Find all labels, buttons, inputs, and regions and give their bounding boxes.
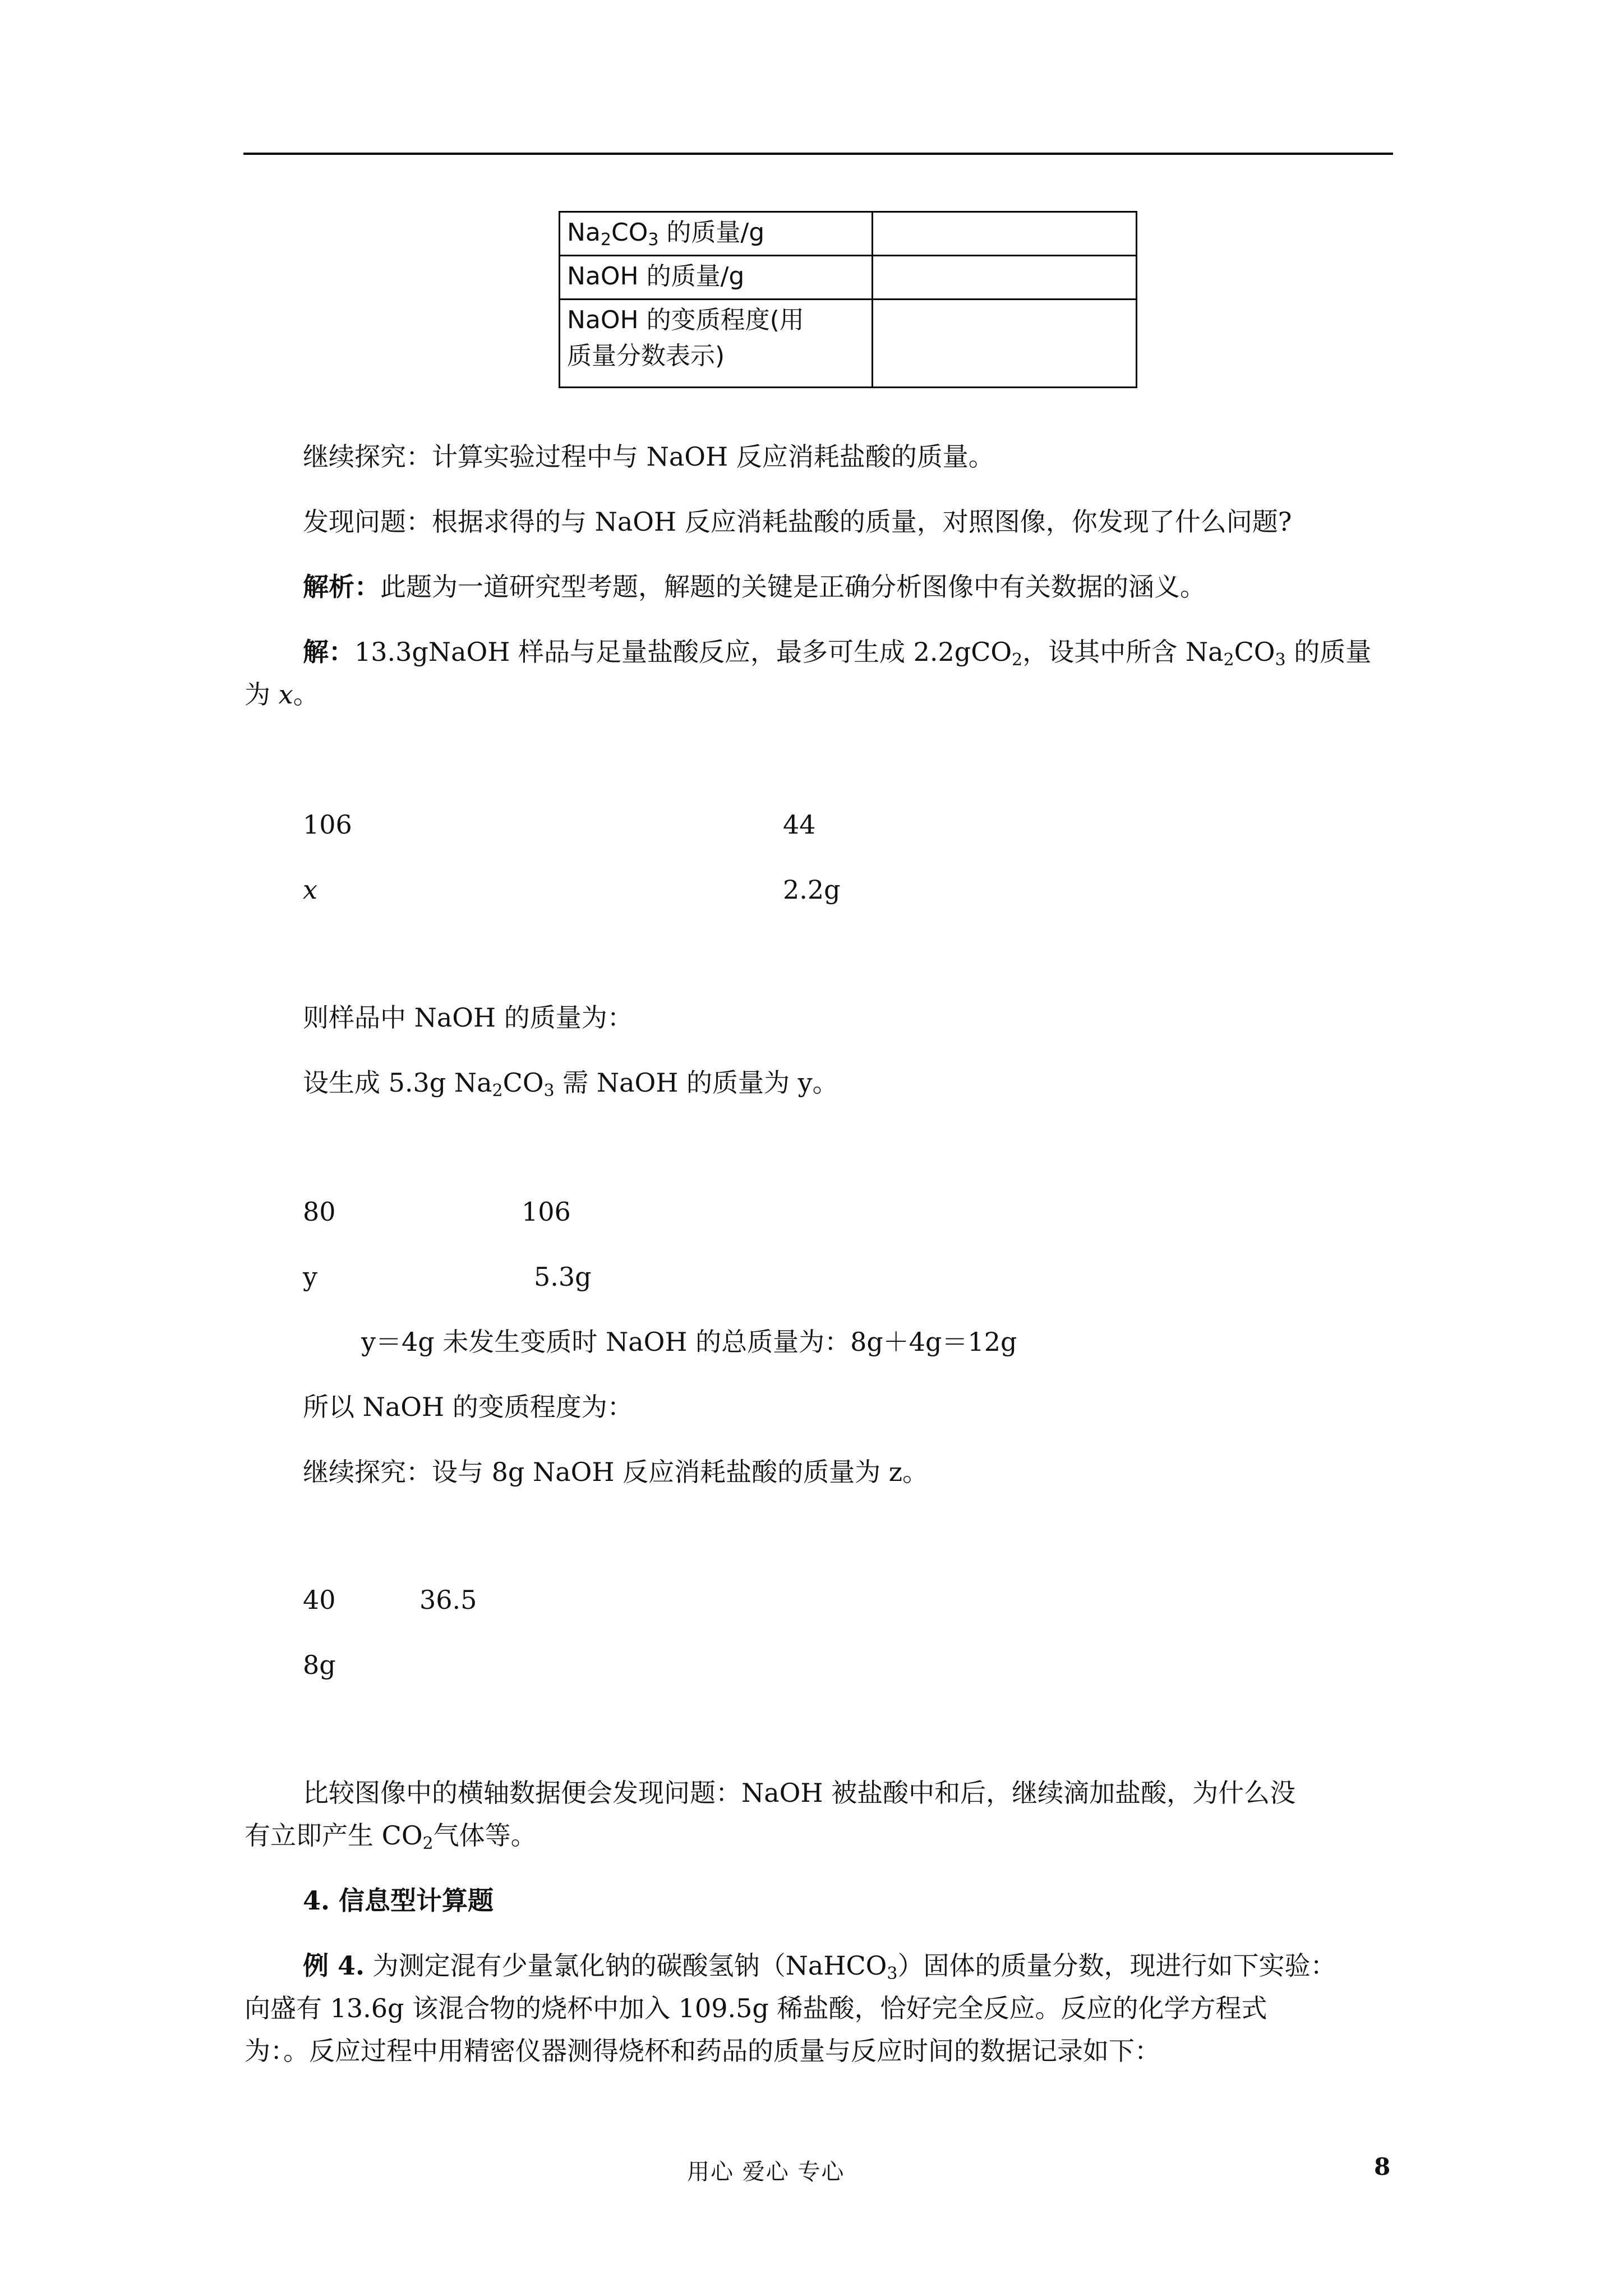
calc-value: x bbox=[303, 875, 317, 905]
calc-value: 44 bbox=[783, 809, 816, 840]
paragraph: 解析：此题为一道研究型考题，解题的关键是正确分析图像中有关数据的涵义。 bbox=[303, 572, 1206, 602]
table-cell-label: $Na_2CO_3$ 的质量/g bbox=[560, 213, 873, 255]
table-row bbox=[560, 256, 1136, 300]
paragraph: 所以 NaOH 的变质程度为： bbox=[303, 1392, 633, 1422]
calc-value: 80 bbox=[303, 1197, 336, 1227]
header-rule bbox=[243, 153, 1393, 155]
calc-value: 106 bbox=[522, 1197, 571, 1227]
table-cell-value bbox=[873, 213, 1136, 255]
section-heading: 4. 信息型计算题 bbox=[303, 1885, 494, 1916]
paragraph: 例 4. 为测定混有少量氯化钠的碳酸氢钠（NaHCO$_3$）固体的质量分数，现进行如下实验： bbox=[303, 1950, 1336, 1984]
calc-value: 5.3g bbox=[534, 1262, 592, 1292]
paragraph: 则样品中 NaOH 的质量为： bbox=[303, 1002, 633, 1033]
paragraph: 继续探究：设与 8g NaOH 反应消耗盐酸的质量为 z。 bbox=[303, 1457, 928, 1487]
paragraph: 继续探究：计算实验过程中与 NaOH 反应消耗盐酸的质量。 bbox=[303, 441, 994, 472]
page-number: 8 bbox=[1374, 2153, 1391, 2180]
calc-value: 106 bbox=[303, 809, 352, 840]
calc-value: 40 bbox=[303, 1585, 336, 1615]
table-row bbox=[560, 300, 1136, 386]
calc-value: 2.2g bbox=[783, 875, 841, 905]
paragraph: 有立即产生 $CO_2$气体等。 bbox=[245, 1820, 537, 1853]
paragraph: 发现问题：根据求得的与 NaOH 反应消耗盐酸的质量，对照图像，你发现了什么问题? bbox=[303, 507, 1292, 537]
paragraph: y＝4g 未发生变质时 NaOH 的总质量为：8g＋4g＝12g bbox=[361, 1327, 1017, 1357]
paragraph: 设生成 5.3g $Na_2CO_3$ 需 NaOH 的质量为 y。 bbox=[303, 1068, 838, 1101]
calc-value: y bbox=[303, 1262, 317, 1292]
calc-value: 8g bbox=[303, 1650, 336, 1680]
data-table bbox=[559, 211, 1137, 388]
calc-value: 36.5 bbox=[419, 1585, 477, 1615]
paragraph: 向盛有 13.6g 该混合物的烧杯中加入 109.5g 稀盐酸，恰好完全反应。反应的化学方程式 bbox=[245, 1993, 1267, 2023]
footer-motto: 用心 爱心 专心 bbox=[687, 2159, 845, 2185]
table-cell-value bbox=[873, 300, 1136, 386]
table-row bbox=[560, 213, 1136, 256]
paragraph: 为：。反应过程中用精密仪器测得烧杯和药品的质量与反应时间的数据记录如下： bbox=[245, 2036, 1160, 2066]
table-cell-value bbox=[873, 256, 1136, 298]
paragraph: 比较图像中的横轴数据便会发现问题：NaOH 被盐酸中和后，继续滴加盐酸，为什么没 bbox=[303, 1778, 1296, 1808]
table-cell-label: NaOH 的变质程度(用 质量分数表示) bbox=[560, 300, 873, 386]
table-cell-label: NaOH 的质量/g bbox=[560, 256, 873, 298]
paragraph: 解：13.3gNaOH 样品与足量盐酸反应，最多可生成 2.2gCO$_2$，设其中所含 $Na_2CO_3$ 的质量 bbox=[303, 637, 1372, 670]
paragraph: 为 x。 bbox=[245, 679, 319, 710]
